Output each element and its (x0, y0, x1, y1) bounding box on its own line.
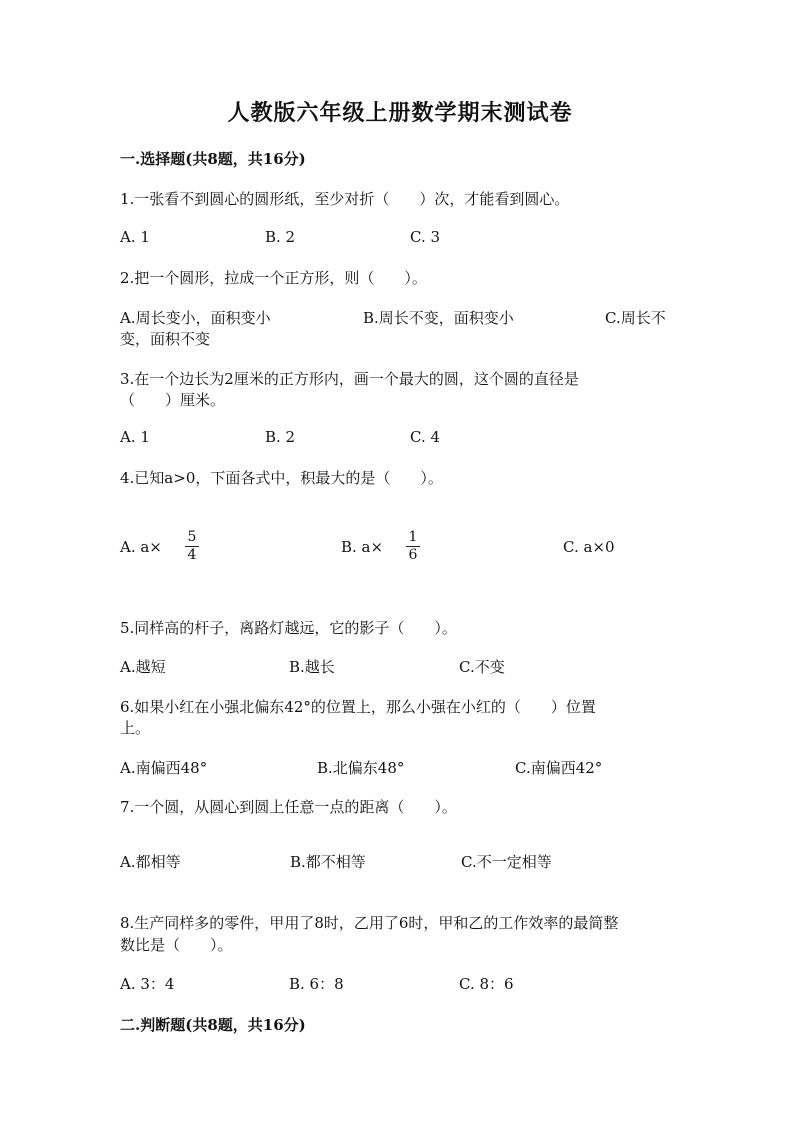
question-7-option-b: B.都不相等 (290, 853, 366, 871)
question-3-option-c: C. 4 (410, 428, 441, 446)
question-1-option-c: C. 3 (410, 228, 441, 246)
question-7-text: 7.一个圆，从圆心到圆上任意一点的距离（ ）。 (120, 798, 457, 816)
fraction-denominator: 4 (187, 547, 197, 563)
question-4-option-c: C. a×0 (563, 538, 615, 556)
section-heading-true-false: 二.判断题(共8题，共16分) (120, 1016, 306, 1034)
question-3-option-b: B. 2 (265, 428, 296, 446)
question-6-text-line-2: 上。 (120, 719, 151, 737)
question-5-text: 5.同样高的杆子，离路灯越远，它的影子（ ）。 (120, 619, 457, 637)
question-1-text: 1.一张看不到圆心的圆形纸，至少对折（ ）次，才能看到圆心。 (120, 190, 570, 208)
question-1-option-b: B. 2 (265, 228, 296, 246)
question-8-text-line-2: 数比是（ ）。 (120, 936, 233, 954)
question-3-text-line-2: （ ）厘米。 (120, 391, 226, 409)
fraction-denominator: 6 (408, 547, 418, 563)
question-5-option-a: A.越短 (120, 658, 166, 676)
section-heading-choice: 一.选择题(共8题，共16分) (120, 150, 306, 168)
page-title: 人教版六年级上册数学期末测试卷 (227, 100, 573, 126)
question-7-option-a: A.都相等 (120, 853, 181, 871)
question-5-option-c: C.不变 (459, 658, 505, 676)
question-4-option-a-fraction (185, 530, 199, 563)
question-4-option-b-fraction (406, 530, 420, 563)
question-1-option-a: A. 1 (120, 228, 150, 246)
question-2-option-c: C.周长不 (605, 309, 666, 327)
fraction-numerator: 5 (187, 529, 197, 545)
question-4-option-b: B. a× (341, 538, 384, 556)
question-8-option-c: C. 8：6 (459, 975, 514, 993)
fraction-numerator: 1 (408, 529, 418, 545)
question-3-option-a: A. 1 (120, 428, 150, 446)
question-6-option-a: A.南偏西48° (120, 759, 208, 777)
question-2-text: 2.把一个圆形，拉成一个正方形，则（ ）。 (120, 269, 427, 287)
question-8-text-line-1: 8.生产同样多的零件，甲用了8时，乙用了6时，甲和乙的工作效率的最简整 (120, 914, 619, 932)
question-4-option-a: A. a× (120, 538, 162, 556)
question-7-option-c: C.不一定相等 (461, 853, 552, 871)
question-4-text: 4.已知a>0，下面各式中，积最大的是（ ）。 (120, 469, 443, 487)
question-6-option-b: B.北偏东48° (317, 759, 405, 777)
question-3-text-line-1: 3.在一个边长为2厘米的正方形内，画一个最大的圆，这个圆的直径是 (120, 370, 579, 388)
question-8-option-a: A. 3：4 (120, 975, 175, 993)
question-2-option-a: A.周长变小，面积变小 (120, 309, 271, 327)
question-2-option-b: B.周长不变，面积变小 (363, 309, 514, 327)
question-6-option-c: C.南偏西42° (515, 759, 603, 777)
question-8-option-b: B. 6：8 (289, 975, 344, 993)
question-5-option-b: B.越长 (289, 658, 335, 676)
question-2-option-c-continued: 变，面积不变 (120, 330, 211, 348)
question-6-text-line-1: 6.如果小红在小强北偏东42°的位置上，那么小强在小红的（ ）位置 (120, 698, 596, 716)
